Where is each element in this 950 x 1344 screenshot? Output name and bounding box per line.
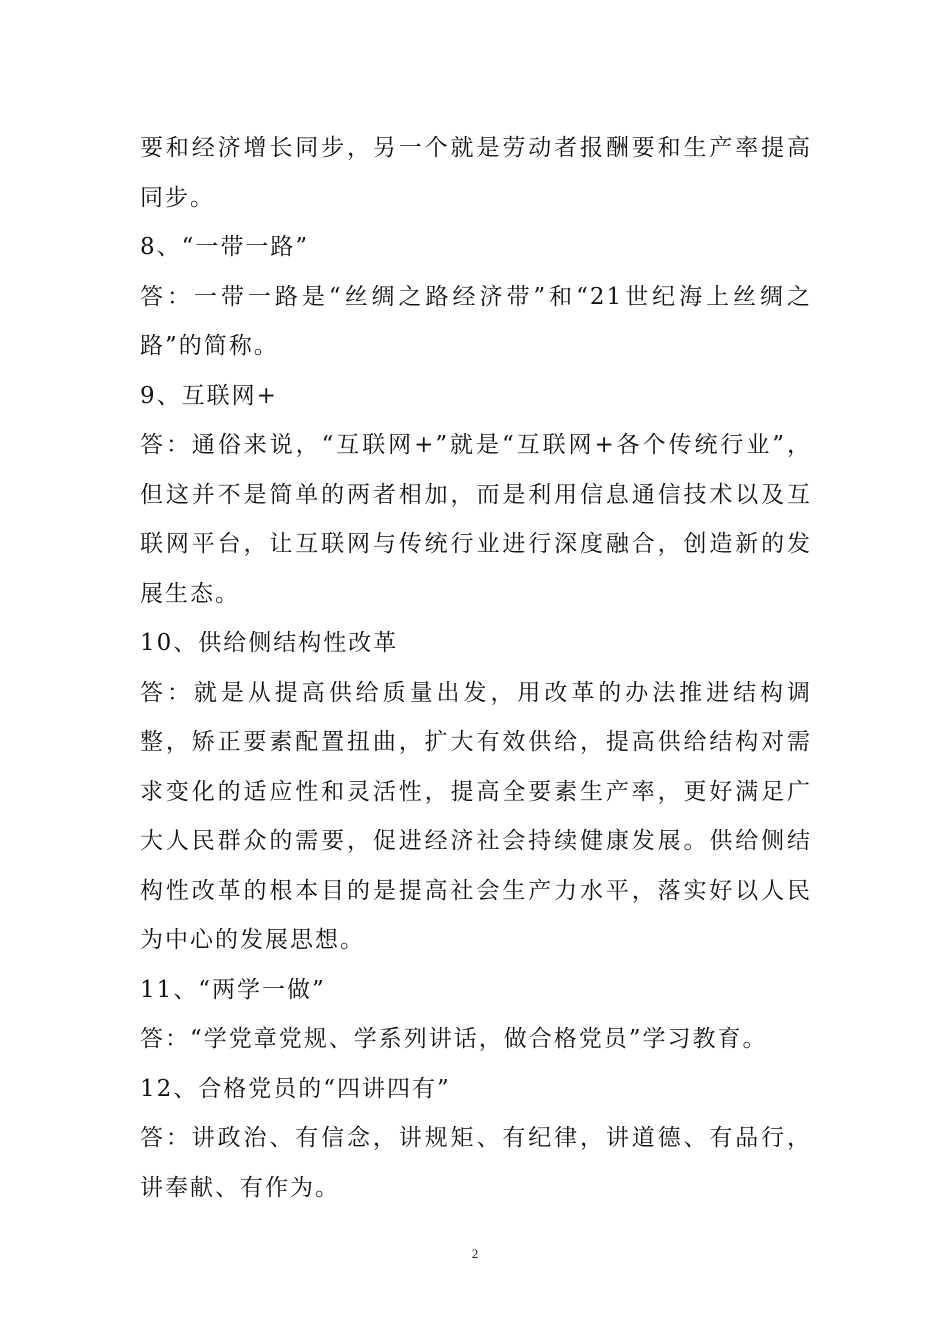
heading-10: 10、供给侧结构性改革 [140,630,399,656]
answer-11: 答：“学党章党规、学系列讲话，做合格党员”学习教育。 [140,1026,768,1052]
page-number: 2 [471,1246,479,1261]
answer-10: 答：就是从提高供给质量出发，用改革的办法推进结构调整，矫正要素配置扭曲，扩大有效供给，提高供给结构对需求变化的适应性和灵活性，提高全要素生产率，更好满足广大人民群众的需要，促进经济社会持续健康发展。供给侧结构性改革的根本目的是提高社会生产力水平，落实好以人民为中心的发展思想。 [140,679,812,953]
heading-12: 12、合格党员的“四讲四有” [140,1075,451,1102]
answer-8: 答：一带一路是“丝绸之路经济带”和“21世纪海上丝绸之路”的简称。 [140,283,812,359]
paragraph-continuation: 要和经济增长同步，另一个就是劳动者报酬要和生产率提高同步。 [140,135,812,211]
document-body [140,124,812,1213]
answer-12: 答：讲政治、有信念，讲规矩、有纪律，讲道德、有品行，讲奉献、有作为。 [140,1125,812,1201]
heading-11: 11、“两学一做” [140,976,326,1003]
heading-8: 8、“一带一路” [140,234,310,260]
answer-9: 答：通俗来说，“互联网+”就是“互联网+各个传统行业”，但这并不是简单的两者相加，而是利用信息通信技术以及互联网平台，让互联网与传统行业进行深度融合，创造新的发展生态。 [140,432,812,607]
heading-9: 9、互联网+ [140,382,278,409]
